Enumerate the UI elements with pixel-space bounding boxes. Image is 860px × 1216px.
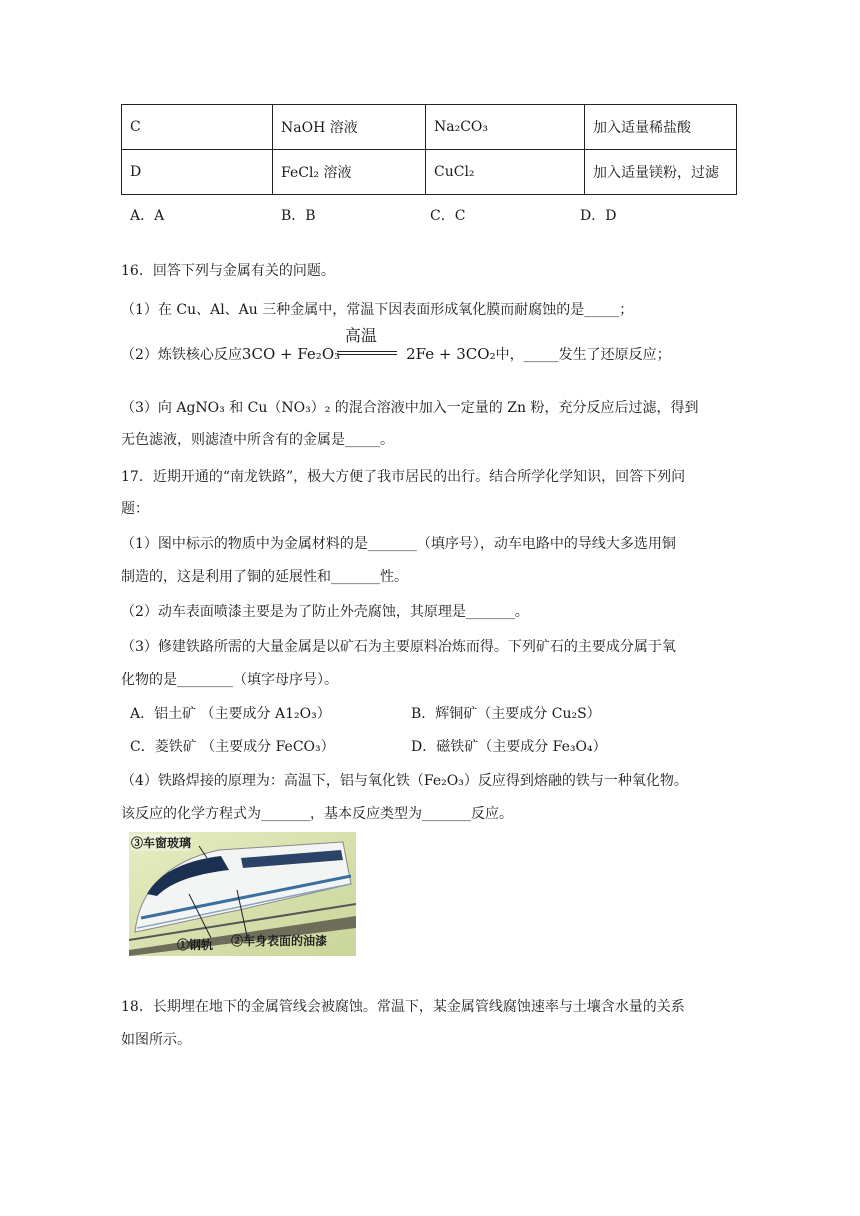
- q17-part4-line1: （4）铁路焊接的原理为：高温下，铝与氧化铁（Fe₂O₃）反应得到熔融的铁与一种氧化物。: [121, 773, 688, 789]
- q15-option-d: D．D: [580, 208, 617, 224]
- row-substance: FeCl₂ 溶液: [273, 150, 426, 195]
- q16-part2-prefix: （2）炼铁核心反应: [121, 347, 242, 363]
- equation-condition: 高温: [344, 326, 377, 345]
- reaction-equation: [241, 326, 496, 363]
- row-method: 加入适量镁粉，过滤: [585, 150, 737, 195]
- train-figure: [129, 832, 356, 956]
- q16-part1: （1）在 Cu、Al、Au 三种金属中，常温下因表面形成氧化膜而耐腐蚀的是_____；: [121, 302, 634, 318]
- row-id: C: [122, 105, 273, 150]
- q17-part4-line2: 该反应的化学方程式为_______，基本反应类型为_______反应。: [121, 806, 513, 822]
- row-method: 加入适量稀盐酸: [585, 105, 737, 150]
- equation-right: 2Fe + 3CO₂: [406, 345, 496, 363]
- equation-arrow: [337, 351, 397, 355]
- q17-part3-line1: （3）修建铁路所需的大量金属是以矿石为主要原料冶炼而得。下列矿石的主要成分属于氧: [121, 639, 676, 655]
- figure-label-rail: ①钢轨: [177, 938, 214, 952]
- options-table: [121, 104, 737, 195]
- table-row: [122, 105, 737, 150]
- q16-part2-suffix: 中，_____发生了还原反应；: [495, 347, 671, 363]
- equation-left: 3CO + Fe₂O₃: [241, 345, 341, 363]
- table-row: [122, 150, 737, 195]
- q17-part2: （2）动车表面喷漆主要是为了防止外壳腐蚀，其原理是_______。: [121, 604, 529, 620]
- row-substance: NaOH 溶液: [273, 105, 426, 150]
- q17-option-b: B．辉铜矿（主要成分 Cu₂S）: [411, 706, 601, 722]
- q17-part1-line1: （1）图中标示的物质中为金属材料的是_______（填序号），动车电路中的导线大多选用铜: [121, 536, 676, 552]
- q17-part1-line2: 制造的，这是利用了铜的延展性和_______性。: [121, 569, 408, 585]
- q16-part3-line2: 无色滤液，则滤渣中所含有的金属是_____。: [121, 432, 394, 448]
- q17-option-c: C．菱铁矿 （主要成分 FeCO₃）: [130, 739, 335, 755]
- row-impurity: Na₂CO₃: [426, 105, 585, 150]
- q17-stem-line2: 题：: [121, 501, 149, 517]
- q16-part2: [121, 326, 671, 364]
- q17-stem-line1: 17．近期开通的“南龙铁路”，极大方便了我市居民的出行。结合所学化学知识，回答下列问: [121, 469, 686, 485]
- figure-label-window-glass: ③车窗玻璃: [131, 836, 192, 850]
- q18-line2: 如图所示。: [121, 1032, 191, 1048]
- q17-part3-line2: 化物的是________（填字母序号）。: [121, 672, 338, 688]
- q18-line1: 18．长期埋在地下的金属管线会被腐蚀。常温下，某金属管线腐蚀速率与土壤含水量的关系: [121, 999, 685, 1015]
- q17-option-d: D．磁铁矿（主要成分 Fe₃O₄）: [411, 739, 607, 755]
- q15-option-a: A．A: [130, 208, 165, 224]
- q15-option-c: C．C: [430, 208, 466, 224]
- q16-stem: 16．回答下列与金属有关的问题。: [121, 263, 335, 279]
- q16-part3-line1: （3）向 AgNO₃ 和 Cu（NO₃）₂ 的混合溶液中加入一定量的 Zn 粉，充分反应后过滤，得到: [121, 400, 699, 416]
- figure-label-paint: ②车身表面的油漆: [231, 934, 328, 948]
- row-id: D: [122, 150, 273, 195]
- q15-option-b: B．B: [281, 208, 316, 224]
- row-impurity: CuCl₂: [426, 150, 585, 195]
- q17-option-a: A．铝土矿 （主要成分 A1₂O₃）: [130, 706, 331, 722]
